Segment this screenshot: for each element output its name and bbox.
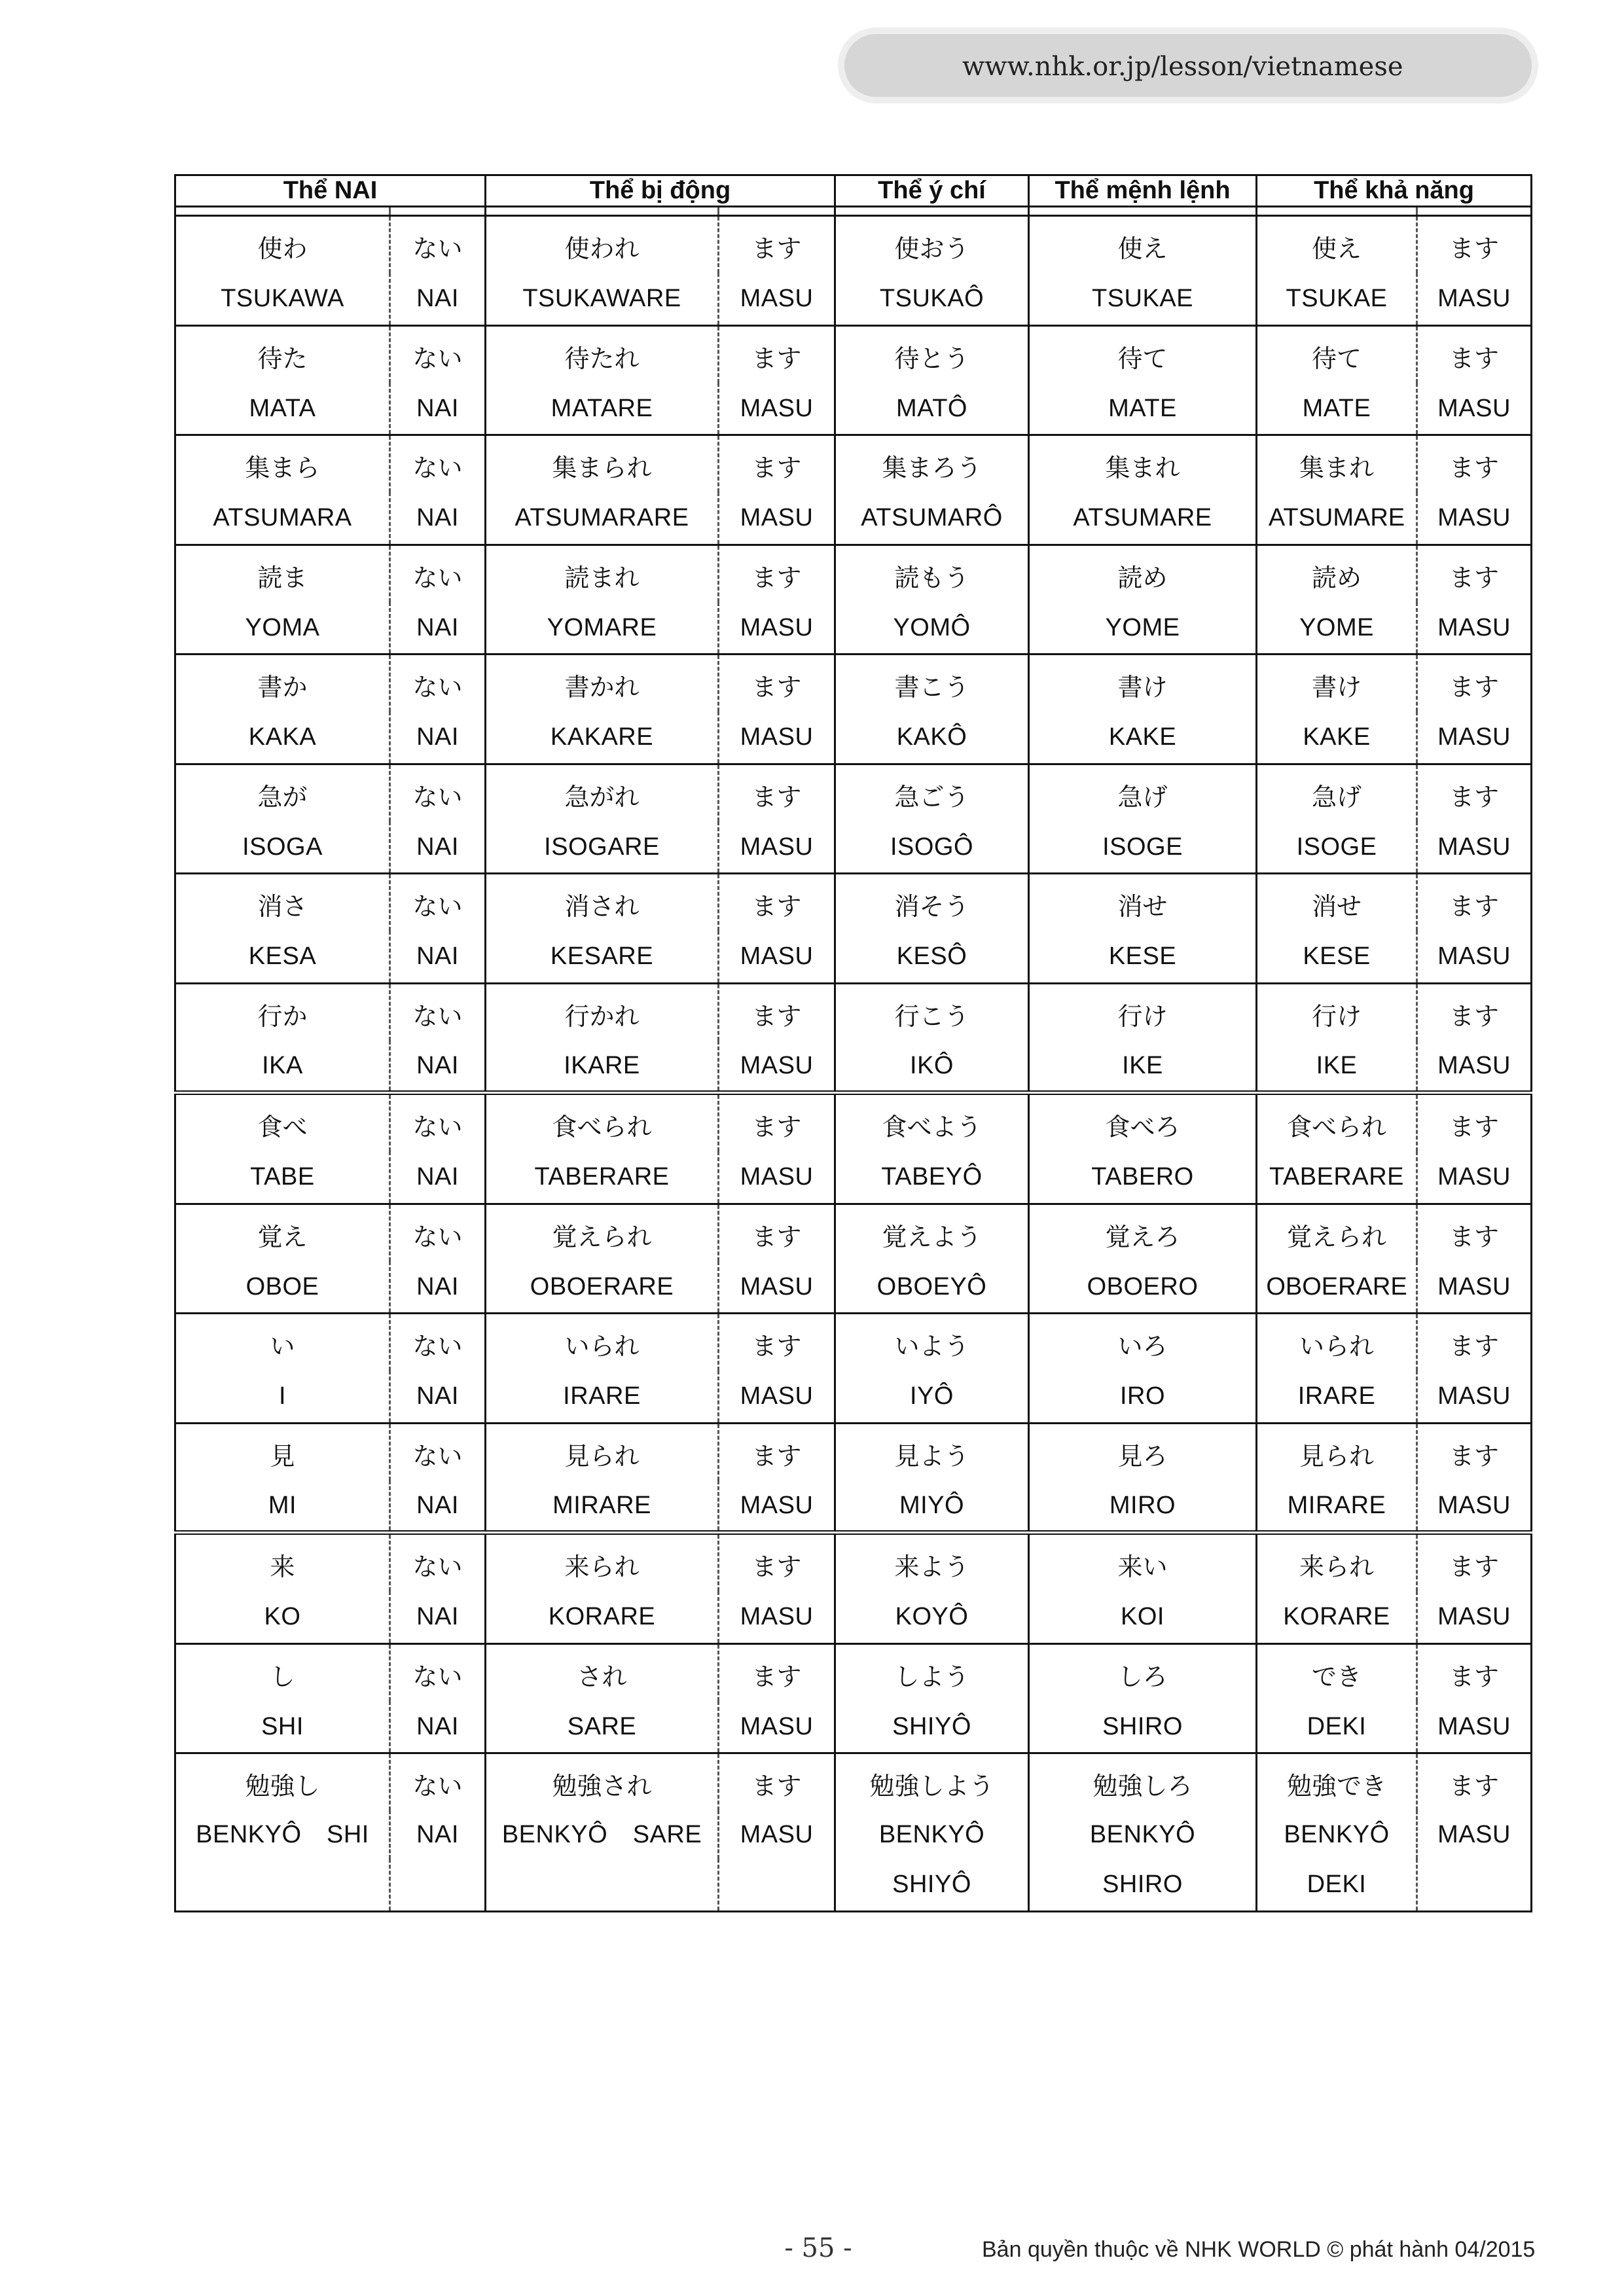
table-cell: 読め: [1257, 545, 1417, 602]
table-row: [175, 711, 1532, 764]
table-cell: YOMÔ: [835, 602, 1029, 655]
table-row: [175, 1423, 1532, 1480]
table-cell: MASU: [719, 383, 835, 435]
table-row: [175, 874, 1532, 931]
table-cell: 使わ: [257, 234, 308, 263]
table-cell: 急がれ: [486, 764, 719, 821]
table-cell: MASU: [719, 1151, 835, 1204]
table-cell: NAI: [390, 1041, 486, 1093]
table-cell: 書かれ: [486, 655, 719, 712]
header-volitional-form: Thể ý chí: [835, 175, 1029, 207]
table-cell: 読まれ: [486, 545, 719, 602]
table-cell: ます: [1417, 545, 1532, 602]
table-row: [175, 1643, 1532, 1701]
table-cell: TABEYÔ: [835, 1151, 1029, 1204]
table-cell: ます: [719, 216, 835, 274]
table-cell: SARE: [486, 1701, 719, 1753]
table-cell: ます: [1417, 983, 1532, 1041]
table-row: [175, 931, 1532, 983]
table-cell: 使え: [1029, 216, 1257, 274]
table-cell: DEKI: [1257, 1859, 1417, 1911]
table-cell: 集まら: [245, 454, 320, 482]
table-row: [175, 1753, 1532, 1811]
table-cell: MASU: [1417, 1261, 1532, 1314]
table-cell: ない: [390, 545, 486, 602]
table-cell: NAI: [390, 931, 486, 983]
table-cell: 食べよう: [835, 1093, 1029, 1152]
table-cell: 来よう: [835, 1533, 1029, 1592]
table-cell: OBOEYÔ: [835, 1261, 1029, 1314]
table-cell: 来い: [1029, 1533, 1257, 1592]
table-row: [175, 602, 1532, 655]
table-cell: MASU: [719, 602, 835, 655]
table-cell: ます: [1417, 216, 1532, 274]
conjugation-rows: [175, 216, 1532, 1912]
table-cell: TSUKAWARE: [486, 273, 719, 325]
table-cell: NAI: [390, 821, 486, 874]
table-cell: MATÔ: [835, 383, 1029, 435]
table-cell: OBOE: [175, 1261, 390, 1314]
table-cell: KESARE: [486, 931, 719, 983]
copyright-notice: Bản quyền thuộc về NHK WORLD © phát hành 04/2015: [982, 2237, 1536, 2262]
table-cell: YOME: [1257, 602, 1417, 655]
table-cell: TSUKAE: [1257, 273, 1417, 325]
table-cell: MASU: [1417, 1701, 1532, 1753]
table-cell: DEKI: [1257, 1701, 1417, 1753]
table-row: [175, 1314, 1532, 1371]
table-cell: MASU: [719, 492, 835, 545]
table-row: [175, 821, 1532, 874]
table-cell: KORARE: [1257, 1591, 1417, 1643]
table-cell: ます: [1417, 874, 1532, 931]
table-cell: MASU: [1417, 492, 1532, 545]
table-cell: ます: [719, 545, 835, 602]
table-cell: ATSUMARA: [175, 492, 390, 545]
table-cell: 集まろう: [835, 435, 1029, 493]
table-cell: 行かれ: [486, 983, 719, 1041]
table-cell: 見られ: [1257, 1423, 1417, 1480]
table-cell: 勉強でき: [1257, 1753, 1417, 1811]
table-cell: MASU: [1417, 602, 1532, 655]
table-row: [175, 383, 1532, 435]
table-cell: NAI: [390, 602, 486, 655]
table-cell: TSUKAWA: [175, 273, 390, 325]
table-cell: 待て: [1029, 325, 1257, 383]
table-cell: MATA: [175, 383, 390, 435]
table-cell: 覚え: [257, 1222, 308, 1251]
table-cell: ます: [719, 655, 835, 712]
table-cell: ATSUMARE: [1029, 492, 1257, 545]
table-cell: BENKYÔ: [1029, 1810, 1257, 1859]
table-cell: し: [270, 1662, 295, 1691]
table-cell: 来られ: [1257, 1533, 1417, 1592]
table-cell: [486, 1859, 719, 1911]
table-cell: MASU: [719, 273, 835, 325]
table-cell: MASU: [719, 1591, 835, 1643]
table-cell: ます: [1417, 1314, 1532, 1371]
table-cell: 覚えられ: [486, 1204, 719, 1261]
table-cell: 食べ: [257, 1113, 308, 1141]
table-cell: KESE: [1029, 931, 1257, 983]
table-row: [175, 1701, 1532, 1753]
table-cell: KESÔ: [835, 931, 1029, 983]
table-cell: ない: [390, 655, 486, 712]
table-row: [175, 545, 1532, 602]
table-cell: ない: [390, 435, 486, 493]
table-row: [175, 1041, 1532, 1093]
table-cell: MIYÔ: [835, 1480, 1029, 1533]
table-row: [175, 655, 1532, 712]
table-cell: ます: [719, 1533, 835, 1592]
table-row: [175, 983, 1532, 1041]
table-cell: ます: [719, 1314, 835, 1371]
table-cell: 書け: [1029, 655, 1257, 712]
table-cell: ます: [719, 1753, 835, 1811]
table-cell: ない: [390, 983, 486, 1041]
table-cell: ない: [390, 874, 486, 931]
table-cell: SHI: [175, 1701, 390, 1753]
table-cell: TABERARE: [1257, 1151, 1417, 1204]
table-cell: 消せ: [1257, 874, 1417, 931]
table-cell: KO: [175, 1591, 390, 1643]
table-cell: KAKE: [1257, 711, 1417, 764]
table-row: [175, 273, 1532, 325]
site-url: www.nhk.or.jp/lesson/vietnamese: [962, 52, 1403, 82]
header-row: [175, 175, 1532, 207]
table-row: [175, 325, 1532, 383]
table-cell: ISOGARE: [486, 821, 719, 874]
table-cell: い: [270, 1332, 295, 1361]
table-cell: MASU: [719, 931, 835, 983]
table-cell: ます: [719, 1643, 835, 1701]
table-cell: MASU: [1417, 1371, 1532, 1423]
table-row: [175, 1480, 1532, 1533]
table-cell: BENKYÔ SHI: [196, 1821, 369, 1848]
table-cell: KAKARE: [486, 711, 719, 764]
table-cell: MASU: [1417, 1151, 1532, 1204]
table-cell: 急げ: [1029, 764, 1257, 821]
table-cell: ます: [1417, 1533, 1532, 1592]
table-cell: MIRARE: [1257, 1480, 1417, 1533]
table-cell: 待たれ: [486, 325, 719, 383]
table-cell: 行こう: [835, 983, 1029, 1041]
table-cell: 食べろ: [1029, 1093, 1257, 1152]
table-cell: IRARE: [486, 1371, 719, 1423]
table-cell: 読め: [1029, 545, 1257, 602]
table-cell: 待とう: [835, 325, 1029, 383]
table-cell: ます: [719, 325, 835, 383]
table-cell: NAI: [390, 1371, 486, 1423]
table-cell: しよう: [835, 1643, 1029, 1701]
table-cell: ます: [719, 1423, 835, 1480]
table-row: [175, 492, 1532, 545]
table-cell: MASU: [719, 1810, 835, 1859]
table-cell: 使われ: [486, 216, 719, 274]
table-cell: ない: [390, 1643, 486, 1701]
table-cell: MASU: [719, 1041, 835, 1093]
table-cell: [719, 1859, 835, 1911]
table-cell: ます: [719, 983, 835, 1041]
table-cell: MASU: [1417, 1591, 1532, 1643]
table-cell: NAI: [390, 1261, 486, 1314]
table-cell: 見: [270, 1441, 295, 1471]
table-cell: SHIYÔ: [835, 1701, 1029, 1753]
table-cell: ます: [719, 764, 835, 821]
table-row: [175, 1371, 1532, 1423]
table-cell: 書か: [257, 673, 308, 702]
table-row: [175, 1533, 1532, 1592]
table-cell: TABERARE: [486, 1151, 719, 1204]
table-cell: 覚えられ: [1257, 1204, 1417, 1261]
table-cell: 見よう: [835, 1423, 1029, 1480]
table-cell: 来: [270, 1552, 295, 1581]
table-cell: ATSUMARE: [1257, 492, 1417, 545]
table-cell: 来られ: [486, 1533, 719, 1592]
table-cell: でき: [1257, 1643, 1417, 1701]
table-cell: IKA: [175, 1041, 390, 1093]
table-cell: 使おう: [835, 216, 1029, 274]
table-cell: ます: [719, 435, 835, 493]
table-cell: IRO: [1029, 1371, 1257, 1423]
table-cell: YOMARE: [486, 602, 719, 655]
table-cell: 待た: [257, 344, 308, 373]
table-cell: [390, 1859, 486, 1911]
table-cell: SHIYÔ: [835, 1859, 1029, 1911]
table-row: [175, 764, 1532, 821]
table-cell: ISOGE: [1029, 821, 1257, 874]
table-cell: MASU: [1417, 273, 1532, 325]
table-cell: ない: [390, 1093, 486, 1152]
table-cell: MASU: [1417, 1810, 1532, 1859]
table-cell: MATARE: [486, 383, 719, 435]
table-cell: BENKYÔ SARE: [486, 1810, 719, 1859]
table-cell: 急が: [257, 782, 308, 812]
table-cell: 行け: [1029, 983, 1257, 1041]
table-row: [175, 216, 1532, 274]
table-cell: KOYÔ: [835, 1591, 1029, 1643]
header-nai-form: Thể NAI: [175, 175, 486, 207]
table-cell: いられ: [486, 1314, 719, 1371]
table-row: [175, 1093, 1532, 1152]
table-cell: 急げ: [1257, 764, 1417, 821]
table-cell: I: [175, 1371, 390, 1423]
table-cell: ます: [719, 1093, 835, 1152]
table-cell: MASU: [719, 821, 835, 874]
table-cell: NAI: [390, 273, 486, 325]
table-cell: NAI: [390, 1701, 486, 1753]
table-cell: NAI: [390, 1591, 486, 1643]
table-cell: BENKYÔ: [835, 1810, 1029, 1859]
table-cell: KAKE: [1029, 711, 1257, 764]
table-cell: MASU: [1417, 1041, 1532, 1093]
table-cell: BENKYÔ: [1257, 1810, 1417, 1859]
table-cell: 読ま: [257, 563, 308, 592]
table-cell: TABERO: [1029, 1151, 1257, 1204]
table-cell: 行か: [257, 1001, 308, 1031]
conjugation-table: [174, 174, 1532, 1912]
table-cell: IKÔ: [835, 1041, 1029, 1093]
table-cell: ない: [390, 216, 486, 274]
table-cell: ます: [1417, 1423, 1532, 1480]
table-cell: ます: [1417, 435, 1532, 493]
table-cell: 勉強しよう: [835, 1753, 1029, 1811]
table-cell: [175, 1859, 390, 1911]
table-cell: ます: [1417, 1643, 1532, 1701]
table-row: [175, 1810, 1532, 1859]
table-cell: MASU: [1417, 711, 1532, 764]
table-cell: ます: [1417, 1753, 1532, 1811]
table-row: [175, 1151, 1532, 1204]
header-passive-form: Thể bị động: [486, 175, 835, 207]
table-cell: 勉強しろ: [1029, 1753, 1257, 1811]
table-cell: ISOGE: [1257, 821, 1417, 874]
table-cell: ます: [1417, 325, 1532, 383]
table-cell: MASU: [719, 1480, 835, 1533]
table-row: [175, 1261, 1532, 1314]
table-cell: YOMA: [175, 602, 390, 655]
table-cell: ない: [390, 1314, 486, 1371]
table-cell: ます: [1417, 764, 1532, 821]
table-cell: 覚えよう: [835, 1204, 1029, 1261]
table-cell: 待て: [1257, 325, 1417, 383]
table-cell: ISOGA: [175, 821, 390, 874]
table-cell: MATE: [1257, 383, 1417, 435]
header-separator: [175, 207, 1532, 216]
table-cell: KAKA: [175, 711, 390, 764]
header-potential-form: Thể khả năng: [1257, 175, 1532, 207]
table-cell: TSUKAE: [1029, 273, 1257, 325]
table-cell: ない: [390, 1423, 486, 1480]
table-cell: KESA: [175, 931, 390, 983]
table-cell: IYÔ: [835, 1371, 1029, 1423]
table-cell: IKARE: [486, 1041, 719, 1093]
table-cell: ます: [719, 1204, 835, 1261]
table-cell: 集まれ: [1257, 435, 1417, 493]
table-cell: MASU: [719, 1261, 835, 1314]
table-cell: しろ: [1029, 1643, 1257, 1701]
table-cell: ます: [1417, 1093, 1532, 1152]
table-cell: NAI: [390, 492, 486, 545]
table-cell: いよう: [835, 1314, 1029, 1371]
table-cell: OBOERO: [1029, 1261, 1257, 1314]
table-cell: 集まれ: [1029, 435, 1257, 493]
table-cell: 消せ: [1029, 874, 1257, 931]
table-cell: 集まられ: [486, 435, 719, 493]
table-cell: 勉強し: [245, 1772, 320, 1801]
table-cell: MIRO: [1029, 1480, 1257, 1533]
table-cell: MASU: [719, 1701, 835, 1753]
table-cell: 読もう: [835, 545, 1029, 602]
table-cell: [1417, 1859, 1532, 1911]
table-cell: NAI: [390, 711, 486, 764]
table-cell: NAI: [390, 1480, 486, 1533]
table-cell: YOME: [1029, 602, 1257, 655]
table-cell: IKE: [1029, 1041, 1257, 1093]
table-cell: いろ: [1029, 1314, 1257, 1371]
table-cell: KORARE: [486, 1591, 719, 1643]
table-cell: 行け: [1257, 983, 1417, 1041]
table-cell: SHIRO: [1029, 1859, 1257, 1911]
table-cell: ない: [390, 1753, 486, 1811]
table-cell: ます: [719, 874, 835, 931]
table-cell: MASU: [719, 711, 835, 764]
table-cell: 勉強され: [486, 1753, 719, 1811]
table-cell: 消さ: [257, 892, 308, 921]
table-cell: MASU: [1417, 821, 1532, 874]
table-cell: 食べられ: [1257, 1093, 1417, 1152]
table-cell: 食べられ: [486, 1093, 719, 1152]
table-cell: 消そう: [835, 874, 1029, 931]
table-cell: ない: [390, 1533, 486, 1592]
table-cell: KESE: [1257, 931, 1417, 983]
table-cell: 消され: [486, 874, 719, 931]
table-cell: ない: [390, 1204, 486, 1261]
table-row: [175, 435, 1532, 493]
table-cell: 覚えろ: [1029, 1204, 1257, 1261]
table-cell: ない: [390, 764, 486, 821]
table-row: [175, 1204, 1532, 1261]
table-cell: 急ごう: [835, 764, 1029, 821]
table-cell: MIRARE: [486, 1480, 719, 1533]
table-cell: NAI: [390, 383, 486, 435]
table-cell: MI: [175, 1480, 390, 1533]
table-cell: ISOGÔ: [835, 821, 1029, 874]
table-cell: SHIRO: [1029, 1701, 1257, 1753]
table-cell: NAI: [390, 1151, 486, 1204]
table-cell: 使え: [1257, 216, 1417, 274]
table-cell: TSUKAÔ: [835, 273, 1029, 325]
table-cell: MASU: [1417, 1480, 1532, 1533]
table-cell: TABE: [175, 1151, 390, 1204]
table-cell: ATSUMARÔ: [835, 492, 1029, 545]
table-cell: IKE: [1257, 1041, 1417, 1093]
table-cell: ない: [390, 325, 486, 383]
table-cell: 書け: [1257, 655, 1417, 712]
table-cell: ます: [1417, 1204, 1532, 1261]
table-cell: NAI: [390, 1810, 486, 1859]
table-cell: OBOERARE: [1257, 1261, 1417, 1314]
table-row: [175, 1859, 1532, 1911]
table-cell: KAKÔ: [835, 711, 1029, 764]
table-cell: IRARE: [1257, 1371, 1417, 1423]
table-cell: MASU: [1417, 383, 1532, 435]
header-imperative-form: Thể mệnh lệnh: [1029, 175, 1257, 207]
table-cell: OBOERARE: [486, 1261, 719, 1314]
table-cell: KOI: [1029, 1591, 1257, 1643]
table-cell: 見られ: [486, 1423, 719, 1480]
table-cell: MASU: [1417, 931, 1532, 983]
table-cell: ATSUMARARE: [486, 492, 719, 545]
table-cell: 書こう: [835, 655, 1029, 712]
table-cell: MATE: [1029, 383, 1257, 435]
table-cell: ます: [1417, 655, 1532, 712]
table-cell: 見ろ: [1029, 1423, 1257, 1480]
table-row: [175, 1591, 1532, 1643]
page-number: - 55 -: [784, 2233, 852, 2263]
table-cell: され: [486, 1643, 719, 1701]
table-cell: MASU: [719, 1371, 835, 1423]
table-cell: いられ: [1257, 1314, 1417, 1371]
